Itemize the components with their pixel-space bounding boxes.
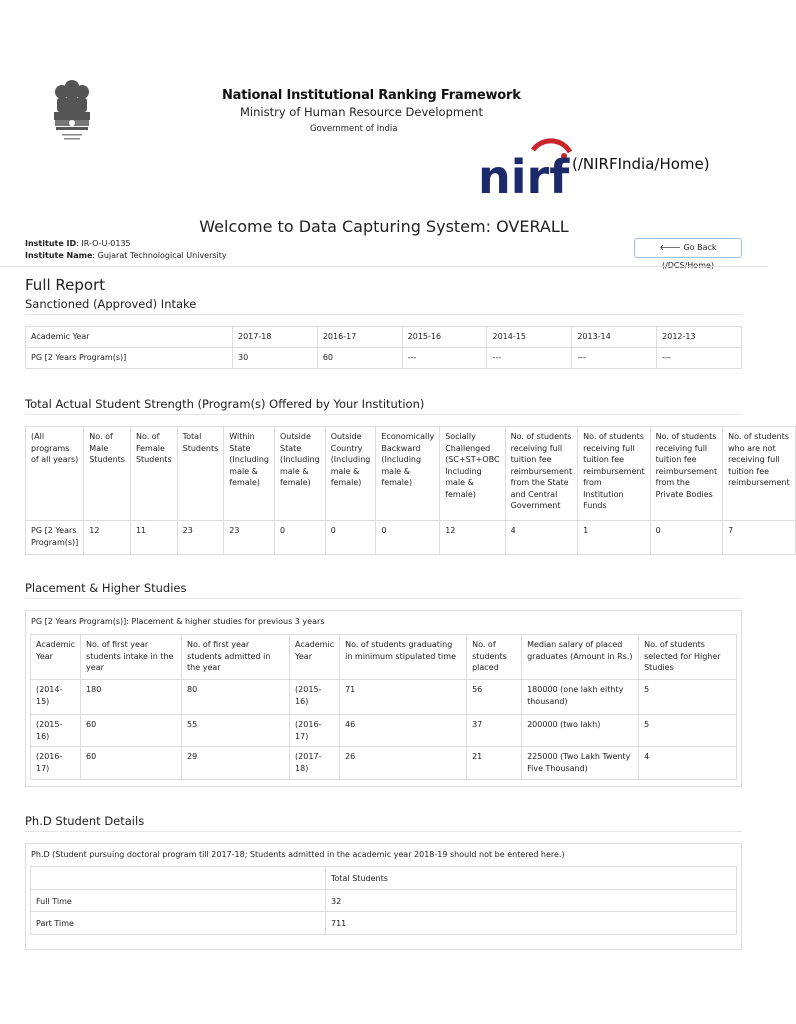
table-cell: (2017-18): [290, 747, 340, 780]
table-cell: 4: [505, 521, 578, 555]
table-cell: 2014-15: [487, 327, 572, 348]
section-divider: [25, 414, 742, 415]
table-cell: 32: [326, 889, 737, 912]
phd-title: Ph.D Student Details: [25, 814, 145, 828]
table-cell: 5: [639, 715, 737, 747]
student-strength-table: [25, 426, 796, 555]
table-cell: 46: [340, 715, 467, 747]
table-cell: 30: [233, 348, 318, 369]
org-name: National Institutional Ranking Framework: [222, 88, 521, 103]
table-cell: No. of students who are not receiving full tuition fee reimbursement: [723, 427, 796, 521]
table-cell: No. of students receiving full tuition fee reimbursement from Institution Funds: [578, 427, 651, 521]
table-cell: 60: [81, 747, 182, 780]
table-cell: Outside State (Including male & female): [274, 427, 325, 521]
ministry-name: Ministry of Human Resource Development: [240, 105, 483, 119]
table-cell: [31, 867, 326, 890]
student-strength-title: Total Actual Student Strength (Program(s) Offered by Your Institution): [25, 397, 425, 411]
table-cell: 200000 (two lakh): [522, 715, 639, 747]
table-cell: PG [2 Years Program(s)]: [26, 348, 233, 369]
table-cell: 711: [326, 912, 737, 935]
table-cell: 2013-14: [572, 327, 657, 348]
table-cell: ---: [657, 348, 742, 369]
table-cell: 4: [639, 747, 737, 780]
table-cell: No. of first year students intake in the year: [81, 635, 182, 680]
table-cell: 21: [467, 747, 522, 780]
table-cell: Full Time: [31, 889, 326, 912]
table-cell: ---: [572, 348, 657, 369]
table-cell: Academic Year: [290, 635, 340, 680]
table-cell: Median salary of placed graduates (Amount in Rs.): [522, 635, 639, 680]
nirf-home-link[interactable]: (/NIRFIndia/Home): [572, 155, 710, 173]
table-cell: ---: [402, 348, 487, 369]
table-cell: 2017-18: [233, 327, 318, 348]
government-name: Government of India: [310, 124, 398, 134]
table-cell: 11: [130, 521, 177, 555]
national-emblem-icon: [50, 78, 94, 144]
table-cell: ---: [487, 348, 572, 369]
table-cell: No. of students receiving full tuition fee reimbursement from the State and Central Government: [505, 427, 578, 521]
table-cell: Total Students: [326, 867, 737, 890]
table-row: [31, 912, 737, 935]
table-row: [31, 715, 737, 747]
table-cell: (2014-15): [31, 680, 81, 715]
table-cell: 56: [467, 680, 522, 715]
institute-id-label: Institute ID: [25, 239, 77, 248]
section-divider: [25, 598, 742, 599]
page-header: [0, 0, 768, 260]
institute-name-value: : Gujarat Technological University: [92, 251, 227, 260]
institute-info: [25, 238, 227, 262]
table-cell: No. of Male Students: [84, 427, 131, 521]
table-cell: No. of students graduating in minimum stipulated time: [340, 635, 467, 680]
table-cell: (2016-17): [31, 747, 81, 780]
table-cell: Within State (Including male & female): [224, 427, 275, 521]
placement-subtitle: PG [2 Years Program(s)]: Placement & higher studies for previous 3 years: [31, 617, 325, 626]
table-cell: 23: [177, 521, 224, 555]
table-cell: 26: [340, 747, 467, 780]
phd-table: [30, 866, 737, 935]
table-cell: (2015-16): [31, 715, 81, 747]
table-cell: (2016-17): [290, 715, 340, 747]
table-header-row: [31, 635, 737, 680]
table-cell: 2016-17: [317, 327, 402, 348]
institute-name-label: Institute Name: [25, 251, 93, 260]
table-cell: 2015-16: [402, 327, 487, 348]
placement-title: Placement & Higher Studies: [25, 581, 187, 595]
table-cell: 180000 (one lakh eithty thousand): [522, 680, 639, 715]
welcome-title: Welcome to Data Capturing System: OVERALL: [199, 217, 569, 236]
table-cell: (2015-16): [290, 680, 340, 715]
table-row: [31, 680, 737, 715]
nirf-logo-icon[interactable]: [478, 138, 573, 204]
table-cell: 60: [317, 348, 402, 369]
table-cell: Outside Country (Including male & female): [325, 427, 376, 521]
go-back-button[interactable]: 🡐 Go Back: [634, 238, 742, 258]
table-row: [26, 348, 742, 369]
table-cell: 80: [182, 680, 290, 715]
placement-table: [30, 634, 737, 780]
table-cell: (All programs of all years): [26, 427, 84, 521]
table-cell: Economically Backward (Including male & female): [376, 427, 440, 521]
table-header-row: [26, 427, 796, 521]
full-report-title: Full Report: [25, 276, 106, 294]
table-cell: 71: [340, 680, 467, 715]
table-cell: 1: [578, 521, 651, 555]
table-cell: 60: [81, 715, 182, 747]
table-cell: No. of students selected for Higher Studies: [639, 635, 737, 680]
table-cell: 55: [182, 715, 290, 747]
table-cell: Socially Challenged (SC+ST+OBC Including male & female): [440, 427, 505, 521]
table-cell: 37: [467, 715, 522, 747]
table-cell: 12: [440, 521, 505, 555]
table-header-row: [26, 327, 742, 348]
table-cell: 0: [274, 521, 325, 555]
table-cell: 12: [84, 521, 131, 555]
table-cell: PG [2 Years Program(s)]: [26, 521, 84, 555]
table-cell: No. of first year students admitted in the year: [182, 635, 290, 680]
table-cell: Academic Year: [31, 635, 81, 680]
table-cell: 5: [639, 680, 737, 715]
table-cell: Total Students: [177, 427, 224, 521]
table-row: [26, 521, 796, 555]
divider: [0, 266, 768, 267]
table-cell: 0: [650, 521, 723, 555]
table-cell: 180: [81, 680, 182, 715]
table-cell: Part Time: [31, 912, 326, 935]
table-cell: 2012-13: [657, 327, 742, 348]
table-header-row: [31, 867, 737, 890]
table-cell: No. of Female Students: [130, 427, 177, 521]
nirf-logo-text: nirf: [478, 150, 570, 204]
table-row: [31, 889, 737, 912]
table-cell: 7: [723, 521, 796, 555]
section-divider: [25, 831, 742, 832]
section-divider: [25, 314, 742, 315]
table-cell: No. of students receiving full tuition fee reimbursement from the Private Bodies: [650, 427, 723, 521]
institute-id-value: : IR-O-U-0135: [76, 239, 131, 248]
table-cell: 29: [182, 747, 290, 780]
table-cell: 225000 (Two Lakh Twenty Five Thousand): [522, 747, 639, 780]
table-cell: 23: [224, 521, 275, 555]
table-cell: 0: [325, 521, 376, 555]
table-row: [31, 747, 737, 780]
table-cell: Academic Year: [26, 327, 233, 348]
phd-subtitle: Ph.D (Student pursuing doctoral program till 2017-18; Students admitted in the academic year 2018-19 should not be entered here.): [31, 850, 565, 859]
table-cell: No. of students placed: [467, 635, 522, 680]
sanctioned-intake-title: Sanctioned (Approved) Intake: [25, 297, 197, 311]
sanctioned-intake-table: [25, 326, 742, 369]
table-cell: 0: [376, 521, 440, 555]
